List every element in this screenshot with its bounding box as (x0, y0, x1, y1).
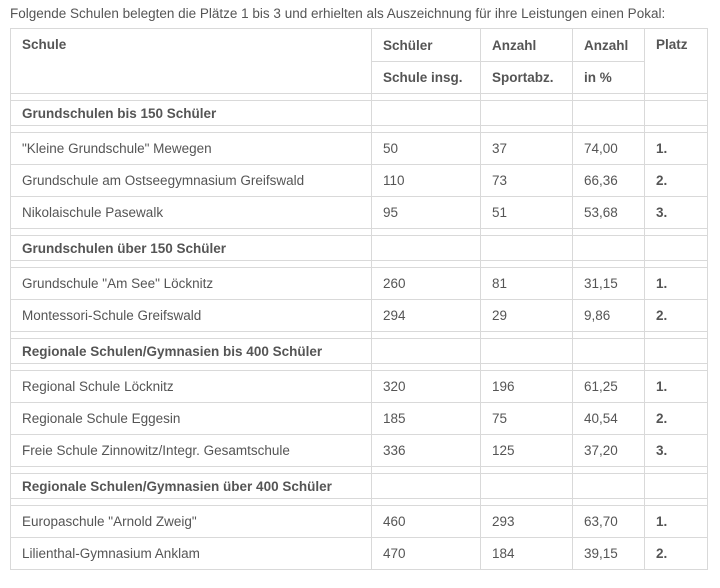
group-spacer (11, 364, 708, 371)
rank-cell: 1. (645, 133, 708, 165)
table-row (11, 165, 708, 197)
group-spacer (11, 499, 708, 506)
count-cell: 37 (481, 133, 573, 165)
spacer-cell (573, 467, 645, 474)
table-row (11, 435, 708, 467)
group-empty-cell (372, 474, 481, 499)
rank-cell: 1. (645, 371, 708, 403)
spacer-cell (481, 499, 573, 506)
rank-cell: 3. (645, 197, 708, 229)
percent-cell: 61,25 (573, 371, 645, 403)
spacer-cell (11, 332, 372, 339)
spacer-cell (372, 332, 481, 339)
group-empty-cell (573, 474, 645, 499)
results-table (10, 28, 708, 570)
header-students-top: Schüler (372, 29, 481, 62)
percent-cell: 9,86 (573, 300, 645, 332)
percent-cell: 31,15 (573, 268, 645, 300)
school-cell: Lilienthal-Gymnasium Anklam (11, 538, 372, 570)
spacer-cell (645, 126, 708, 133)
rank-cell: 2. (645, 165, 708, 197)
spacer-cell (481, 126, 573, 133)
group-title: Grundschulen bis 150 Schüler (11, 101, 372, 126)
students-cell: 110 (372, 165, 481, 197)
header-students-bottom: Schule insg. (372, 62, 481, 94)
spacer-cell (372, 94, 481, 101)
spacer-cell (11, 229, 372, 236)
spacer-cell (573, 499, 645, 506)
spacer-cell (645, 261, 708, 268)
group-empty-cell (573, 339, 645, 364)
group-empty-cell (645, 101, 708, 126)
group-title: Regionale Schulen/Gymnasien über 400 Schüler (11, 474, 372, 499)
header-rank: Platz (645, 29, 708, 94)
table-row (11, 403, 708, 435)
header-school: Schule (11, 29, 372, 94)
school-cell: Regional Schule Löcknitz (11, 371, 372, 403)
table-row (11, 300, 708, 332)
spacer-cell (573, 364, 645, 371)
spacer-cell (481, 261, 573, 268)
table-row (11, 197, 708, 229)
spacer-cell (481, 467, 573, 474)
students-cell: 336 (372, 435, 481, 467)
students-cell: 294 (372, 300, 481, 332)
group-empty-cell (372, 339, 481, 364)
table-row (11, 268, 708, 300)
school-cell: Grundschule "Am See" Löcknitz (11, 268, 372, 300)
students-cell: 95 (372, 197, 481, 229)
group-title: Regionale Schulen/Gymnasien bis 400 Schüler (11, 339, 372, 364)
spacer-cell (645, 467, 708, 474)
spacer-cell (481, 94, 573, 101)
spacer-cell (645, 332, 708, 339)
table-row (11, 133, 708, 165)
students-cell: 50 (372, 133, 481, 165)
spacer-cell (372, 467, 481, 474)
school-cell: Montessori-Schule Greifswald (11, 300, 372, 332)
group-spacer (11, 332, 708, 339)
spacer-cell (481, 229, 573, 236)
table-row (11, 371, 708, 403)
students-cell: 260 (372, 268, 481, 300)
spacer-cell (11, 261, 372, 268)
school-cell: Regionale Schule Eggesin (11, 403, 372, 435)
count-cell: 29 (481, 300, 573, 332)
rank-cell: 2. (645, 300, 708, 332)
percent-cell: 66,36 (573, 165, 645, 197)
group-empty-cell (372, 101, 481, 126)
spacer-cell (573, 94, 645, 101)
spacer-cell (11, 94, 372, 101)
spacer-cell (573, 229, 645, 236)
count-cell: 184 (481, 538, 573, 570)
percent-cell: 37,20 (573, 435, 645, 467)
spacer-cell (11, 126, 372, 133)
table-header (11, 29, 708, 94)
count-cell: 51 (481, 197, 573, 229)
rank-cell: 3. (645, 435, 708, 467)
percent-cell: 74,00 (573, 133, 645, 165)
school-cell: "Kleine Grundschule" Mewegen (11, 133, 372, 165)
count-cell: 125 (481, 435, 573, 467)
group-empty-cell (481, 339, 573, 364)
group-empty-cell (481, 236, 573, 261)
school-cell: Nikolaischule Pasewalk (11, 197, 372, 229)
spacer-cell (11, 499, 372, 506)
spacer-cell (11, 364, 372, 371)
group-empty-cell (573, 101, 645, 126)
spacer-cell (481, 364, 573, 371)
group-spacer (11, 126, 708, 133)
count-cell: 75 (481, 403, 573, 435)
spacer-cell (372, 364, 481, 371)
percent-cell: 39,15 (573, 538, 645, 570)
count-cell: 293 (481, 506, 573, 538)
spacer-cell (372, 261, 481, 268)
group-heading-row (11, 101, 708, 126)
group-empty-cell (645, 474, 708, 499)
students-cell: 460 (372, 506, 481, 538)
students-cell: 185 (372, 403, 481, 435)
percent-cell: 53,68 (573, 197, 645, 229)
spacer-cell (372, 499, 481, 506)
students-cell: 320 (372, 371, 481, 403)
header-pct-bottom: in % (573, 62, 645, 94)
table-row (11, 506, 708, 538)
intro-text: Folgende Schulen belegten die Plätze 1 bis 3 und erhielten als Auszeichnung für ihre Leistungen einen Pokal: (10, 6, 666, 21)
rank-cell: 1. (645, 506, 708, 538)
group-spacer (11, 94, 708, 101)
group-empty-cell (645, 236, 708, 261)
spacer-cell (573, 332, 645, 339)
spacer-cell (645, 94, 708, 101)
group-heading-row (11, 236, 708, 261)
header-count-bottom: Sportabz. (481, 62, 573, 94)
group-empty-cell (481, 101, 573, 126)
header-pct-top: Anzahl (573, 29, 645, 62)
spacer-cell (573, 126, 645, 133)
group-spacer (11, 261, 708, 268)
spacer-cell (645, 364, 708, 371)
spacer-cell (573, 261, 645, 268)
group-title: Grundschulen über 150 Schüler (11, 236, 372, 261)
group-spacer (11, 467, 708, 474)
spacer-cell (372, 229, 481, 236)
rank-cell: 2. (645, 403, 708, 435)
spacer-cell (645, 499, 708, 506)
table-body (11, 94, 708, 570)
group-empty-cell (573, 236, 645, 261)
spacer-cell (11, 467, 372, 474)
count-cell: 73 (481, 165, 573, 197)
percent-cell: 63,70 (573, 506, 645, 538)
header-count-top: Anzahl (481, 29, 573, 62)
school-cell: Freie Schule Zinnowitz/Integr. Gesamtschule (11, 435, 372, 467)
spacer-cell (645, 229, 708, 236)
percent-cell: 40,54 (573, 403, 645, 435)
group-heading-row (11, 339, 708, 364)
spacer-cell (481, 332, 573, 339)
group-empty-cell (481, 474, 573, 499)
group-empty-cell (372, 236, 481, 261)
group-empty-cell (645, 339, 708, 364)
rank-cell: 2. (645, 538, 708, 570)
table-row (11, 538, 708, 570)
group-heading-row (11, 474, 708, 499)
school-cell: Europaschule "Arnold Zweig" (11, 506, 372, 538)
students-cell: 470 (372, 538, 481, 570)
rank-cell: 1. (645, 268, 708, 300)
count-cell: 81 (481, 268, 573, 300)
count-cell: 196 (481, 371, 573, 403)
spacer-cell (372, 126, 481, 133)
group-spacer (11, 229, 708, 236)
school-cell: Grundschule am Ostseegymnasium Greifswald (11, 165, 372, 197)
